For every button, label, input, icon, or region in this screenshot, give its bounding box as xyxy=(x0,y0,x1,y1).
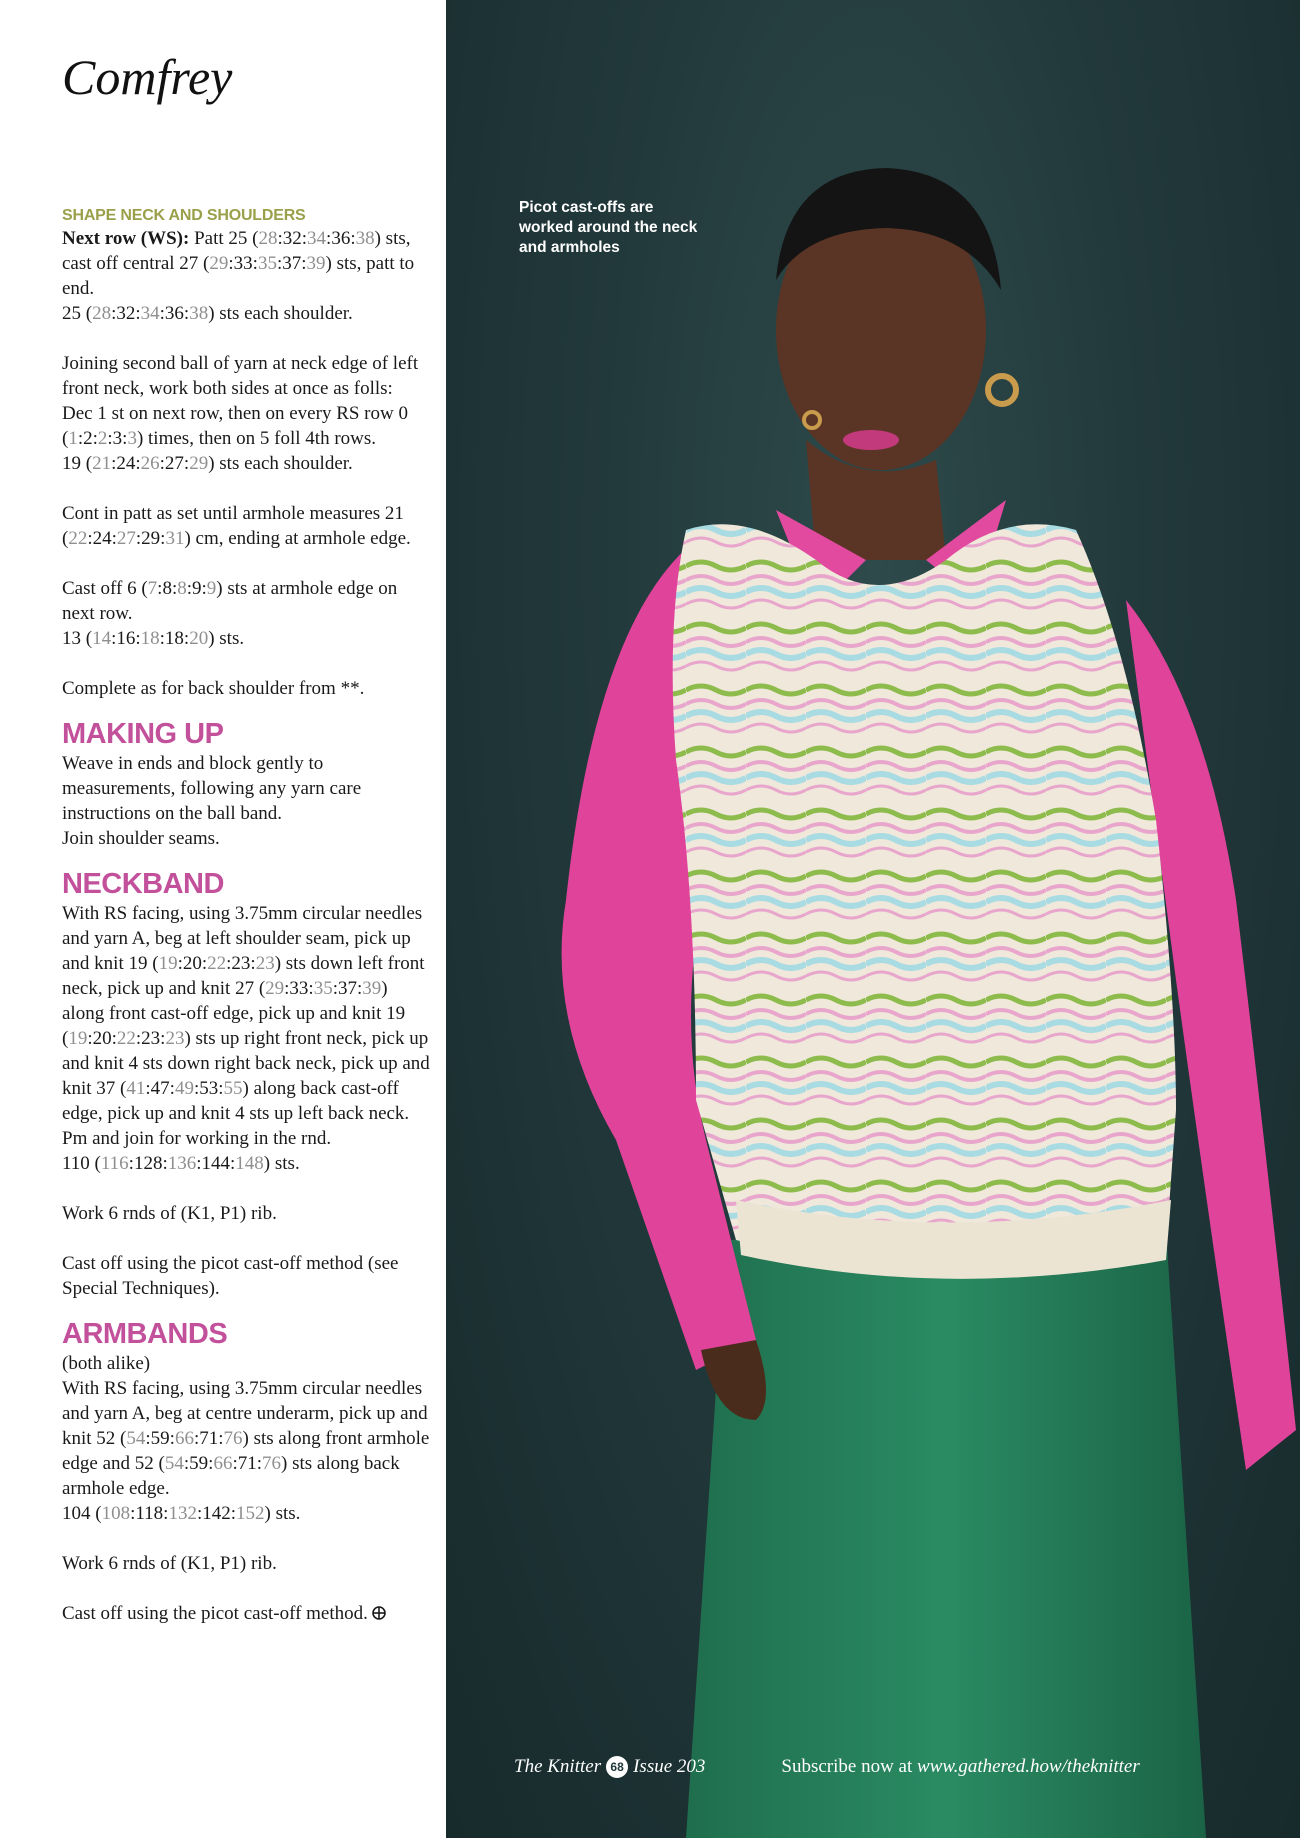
pattern-instructions xyxy=(62,206,432,1651)
heading-making-up: MAKING UP xyxy=(62,718,224,750)
instruction-paragraph: With RS facing, using 3.75mm circular needles and yarn A, beg at left shoulder seam, pick up and knit 19 (19:20:22:23:23) sts down left front neck, pick up and knit 27 (29:33:35:37:39) along front cast-off edge, pick up and knit 19 (19:20:22:23:23) sts up right front neck, pick up and knit 4 sts down right back neck, pick up and knit 37 (41:47:49:53:55) along back cast-off edge, pick up and knit 4 sts up left back neck. Pm and join for working in the rnd. xyxy=(62,903,430,1149)
instruction-paragraph: Joining second ball of yarn at neck edge of left front neck, work both sides at once as folls: xyxy=(62,353,419,399)
subscribe-text: Subscribe now at www.gathered.how/theknitter xyxy=(781,1756,1140,1777)
pattern-text-column xyxy=(0,0,446,1838)
end-mark-icon xyxy=(372,1606,386,1620)
instruction-paragraph: Work 6 rnds of (K1, P1) rib. xyxy=(62,1553,277,1574)
instruction-paragraph: Next row (WS): Patt 25 (28:32:34:36:38) sts, cast off central 27 (29:33:35:37:39) sts, patt to end. xyxy=(62,228,415,299)
instruction-paragraph: 13 (14:16:18:18:20) sts. xyxy=(62,628,245,649)
instruction-paragraph: Cont in patt as set until armhole measures 21 (22:24:27:29:31) cm, ending at armhole edge. xyxy=(62,503,411,549)
instruction-paragraph: 19 (21:24:26:27:29) sts each shoulder. xyxy=(62,453,353,474)
instruction-paragraph: Complete as for back shoulder from **. xyxy=(62,678,365,699)
instruction-paragraph: 25 (28:32:34:36:38) sts each shoulder. xyxy=(62,303,353,324)
page-footer xyxy=(514,1756,1274,1778)
photo-caption: Picot cast-offs are worked around the neck and armholes xyxy=(519,199,698,256)
model-illustration xyxy=(446,0,1300,1838)
instruction-paragraph: 110 (116:128:136:144:148) sts. xyxy=(62,1153,300,1174)
instruction-paragraph: With RS facing, using 3.75mm circular needles and yarn A, beg at centre underarm, pick up and knit 52 (54:59:66:71:76) sts along front armhole edge and 52 (54:59:66:71:76) sts along back armhole edge. xyxy=(62,1378,430,1499)
instruction-paragraph: Cast off using the picot cast-off method. xyxy=(62,1601,432,1626)
instruction-paragraph: Weave in ends and block gently to measurements, following any yarn care instructions on the ball band. xyxy=(62,753,362,824)
magazine-name: The Knitter xyxy=(514,1756,602,1777)
model-photo xyxy=(446,0,1300,1838)
instruction-note: (both alike) xyxy=(62,1353,151,1374)
heading-neckband: NECKBAND xyxy=(62,868,224,900)
instruction-paragraph: Join shoulder seams. xyxy=(62,828,220,849)
pattern-title: Comfrey xyxy=(62,49,233,105)
instruction-paragraph: Cast off using the picot cast-off method (see Special Techniques). xyxy=(62,1253,399,1299)
issue-number: Issue 203 xyxy=(633,1756,706,1777)
subheading-shape-neck: SHAPE NECK AND SHOULDERS xyxy=(62,207,306,224)
instruction-paragraph: Work 6 rnds of (K1, P1) rib. xyxy=(62,1203,277,1224)
instruction-paragraph: Dec 1 st on next row, then on every RS row 0 (1:2:2:3:3) times, then on 5 foll 4th rows. xyxy=(62,403,408,449)
instruction-paragraph: 104 (108:118:132:142:152) sts. xyxy=(62,1503,301,1524)
subscribe-link[interactable]: www.gathered.how/theknitter xyxy=(917,1756,1140,1777)
page-number-badge: 68 xyxy=(606,1756,628,1778)
instruction-paragraph: Cast off 6 (7:8:8:9:9) sts at armhole edge on next row. xyxy=(62,578,398,624)
heading-armbands: ARMBANDS xyxy=(62,1318,228,1350)
